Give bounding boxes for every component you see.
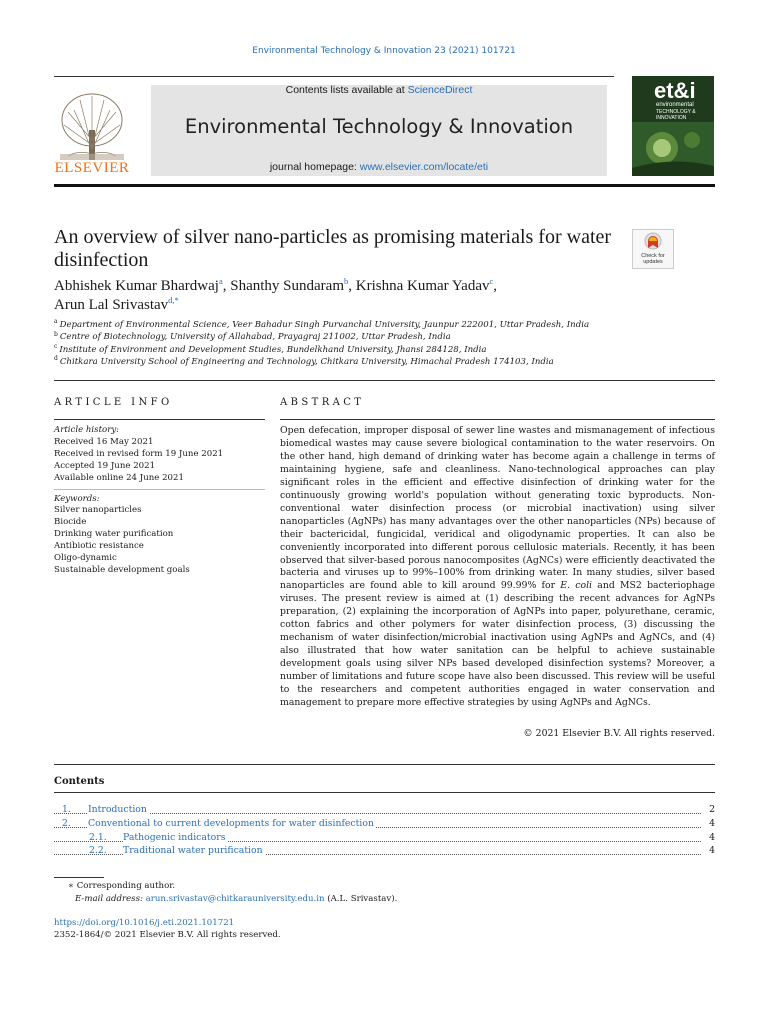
author-affiliation-marker[interactable]: b xyxy=(344,276,349,286)
abstract-part: Open defecation, improper disposal of sewer line wastes and mismanagement of infectious biomedical wastes may cause severe biological contamination to the water reservoirs. On the other hand, high demand of drinking water has become again a challenge in terms of maintaining hygiene, safe and cleanliness. Nano-technological approaches can play significant roles in the efficient and effective disinfection of drinking water for the continuously growing world's population without generating toxic byproducts. Non-conventional water disinfection process (or microbial inactivation) using silver nanoparticles (AgNPs) has many advantages over the other nanoparticles (NPs) because of their bactericidal, fungicidal, veridical and oligodynamic properties. It can also be conveniently incorporated into different porous cellulosic materials. Recently, it has been observed that silver-based porous nanocomposites (AgNCs) were efficiently deactivated the bacteria and viruses up to 99%–100% from drinking water. In many studies, silver based nanoparticles are found able to kill around 99.99% for xyxy=(280,425,715,592)
toc-title[interactable]: Conventional to current developments for water disinfection xyxy=(88,818,374,829)
cover-subtitle-2: TECHNOLOGY & xyxy=(656,109,696,115)
author-name[interactable]: Arun Lal Srivastav xyxy=(54,297,169,313)
article-info-separator xyxy=(54,489,265,490)
abstract-rule xyxy=(280,419,715,420)
journal-cover-thumbnail[interactable] xyxy=(632,76,714,176)
contents-heading: Contents xyxy=(54,776,105,787)
journal-name: Environmental Technology & Innovation xyxy=(184,115,574,138)
toc-number[interactable]: 2. xyxy=(62,818,71,829)
affiliation xyxy=(54,319,714,331)
history-item: Received 16 May 2021 xyxy=(54,436,154,447)
toc-page: 4 xyxy=(706,818,715,829)
cover-artwork xyxy=(632,122,714,176)
abstract-copyright: © 2021 Elsevier B.V. All rights reserved. xyxy=(523,728,715,739)
keyword: Sustainable development goals xyxy=(54,564,190,575)
affiliation xyxy=(54,331,714,343)
corresponding-text: Corresponding author. xyxy=(76,881,176,891)
affiliation-marker: c xyxy=(54,342,58,350)
author-email-link[interactable]: arun.srivastav@chitkarauniversity.edu.in xyxy=(145,894,325,904)
article-info-heading: ARTICLE INFO xyxy=(54,397,173,408)
author-affiliation-marker[interactable]: d,* xyxy=(168,295,179,305)
author-name[interactable]: Krishna Kumar Yadav xyxy=(355,278,490,294)
toc-title[interactable]: Traditional water purification xyxy=(123,845,263,856)
history-label: Article history: xyxy=(54,425,120,435)
affiliation xyxy=(54,344,714,356)
elsevier-wordmark: ELSEVIER xyxy=(54,160,130,176)
affiliation-text: Institute of Environment and Development Studies, Bundelkhand University, Jhansi 284128, India xyxy=(59,344,487,355)
header-thick-rule xyxy=(54,184,715,187)
toc-entry[interactable] xyxy=(54,845,715,859)
journal-homepage-link[interactable]: www.elsevier.com/locate/eti xyxy=(359,161,489,173)
email-line xyxy=(54,893,554,906)
homepage-prefix: journal homepage: xyxy=(269,161,360,173)
top-rule xyxy=(54,76,614,77)
doi-anchor[interactable]: https://doi.org/10.1016/j.eti.2021.101721 xyxy=(54,918,235,928)
affiliation-text: Department of Environmental Science, Veer Bahadur Singh Purvanchal University, Jaunpur 222001, Uttar Pradesh, India xyxy=(59,320,590,330)
journal-homepage-line xyxy=(151,161,607,173)
cover-subtitle-1: environmental xyxy=(656,102,694,108)
history-item: Accepted 19 June 2021 xyxy=(54,460,156,471)
affiliation-marker: d xyxy=(54,355,58,363)
toc-title[interactable]: Pathogenic indicators xyxy=(123,832,226,843)
keywords-label: Keywords: xyxy=(54,493,100,504)
affiliation-marker: b xyxy=(54,330,58,338)
toc-entry[interactable] xyxy=(54,832,715,846)
affiliation-text: Centre of Biotechnology, University of Allahabad, Prayagraj 211002, Uttar Pradesh, India xyxy=(59,332,451,343)
abstract-italic: E. coli xyxy=(560,580,593,592)
affiliations xyxy=(54,319,714,369)
contents-rule xyxy=(54,792,715,793)
keyword: Oligo-dynamic xyxy=(54,553,117,564)
history-item: Available online 24 June 2021 xyxy=(54,472,184,483)
keyword: Silver nanoparticles xyxy=(54,505,142,516)
abstract-heading: ABSTRACT xyxy=(280,397,365,408)
journal-reference[interactable]: Environmental Technology & Innovation 23 (2021) 101721 xyxy=(252,46,516,56)
toc-page: 4 xyxy=(706,832,715,843)
toc-entry[interactable] xyxy=(54,804,715,818)
doi-link[interactable] xyxy=(54,918,234,928)
toc-number[interactable]: 2.1. xyxy=(89,832,107,843)
author-affiliation-marker[interactable]: a xyxy=(218,276,223,286)
contents-available-line xyxy=(151,84,607,96)
toc-page: 4 xyxy=(706,845,715,856)
toc-page: 2 xyxy=(706,804,715,815)
footnote-rule xyxy=(54,877,104,878)
affiliation-text: Chitkara University School of Engineering and Technology, Chitkara University, Himachal Pradesh 174103, India xyxy=(59,357,554,368)
section-rule xyxy=(54,380,715,381)
abstract-text xyxy=(280,425,715,710)
author-list: Abhishek Kumar Bhardwaj$^a$, Shanthy Sundaram$^b$, Krishna Kumar Yadav$^c$, Arun Lal Srivastav$^{d,*}$ xyxy=(54,276,498,313)
email-label: E-mail address: xyxy=(75,894,143,904)
abstract-part: and MS2 bacteriophage viruses. The present review is aimed at (1) describing the recent advances for AgNPs preparation, (2) explaining the incorporation of AgNPs into paper, polyurethane, ceramic, cotton fabrics and other polymers for water disinfection process, (3) discussing the mechanism of water disinfection/microbial inactivation using AgNPs and AgNCs, and (4) also illustrated that how water sanitation can be helpful to achieve sustainable development goals using silver NPs based developed disinfection systems? Moreover, a number of limitations and future scope have also been discussed. This review will be useful to the researchers and competent authorities engaged in water conservation and management to prepare more effective strategies by using AgNPs and AgNCs. xyxy=(280,580,715,709)
corresponding-marker: ∗ xyxy=(68,881,74,891)
contents-prefix: Contents lists available at xyxy=(285,84,408,96)
check-for-updates-button[interactable] xyxy=(632,229,674,269)
article-info-block xyxy=(54,425,269,577)
cover-title: et&i xyxy=(654,78,696,103)
corresponding-author-footnote xyxy=(54,880,554,906)
article-info-rule xyxy=(54,419,265,420)
toc-number[interactable]: 1. xyxy=(62,804,71,815)
check-updates-icon xyxy=(644,232,662,252)
corresponding-line xyxy=(54,880,554,893)
sciencedirect-link[interactable]: ScienceDirect xyxy=(407,84,473,96)
cover-subtitle-3: INNOVATION xyxy=(656,115,687,121)
keyword: Antibiotic resistance xyxy=(54,541,144,552)
section-rule xyxy=(54,764,715,765)
affiliation-marker: a xyxy=(54,318,58,326)
email-suffix: (A.L. Srivastav). xyxy=(324,894,398,904)
author-affiliation-marker[interactable]: c xyxy=(489,276,494,286)
paper-title: An overview of silver nano-particles as promising materials for water disinfection xyxy=(54,226,612,271)
toc-number[interactable]: 2.2. xyxy=(89,845,107,856)
author-name[interactable]: Abhishek Kumar Bhardwaj xyxy=(54,278,219,294)
affiliation xyxy=(54,356,714,368)
history-item: Received in revised form 19 June 2021 xyxy=(54,448,224,459)
check-updates-label: Check for updates xyxy=(641,253,665,265)
toc-entry[interactable] xyxy=(54,818,715,832)
keyword: Drinking water purification xyxy=(54,529,174,540)
elsevier-logo[interactable] xyxy=(54,90,130,176)
author-name[interactable]: Shanthy Sundaram xyxy=(230,278,344,294)
toc-title[interactable]: Introduction xyxy=(88,804,147,815)
keyword: Biocide xyxy=(54,517,87,528)
issn-line: 2352-1864/© 2021 Elsevier B.V. All rights reserved. xyxy=(54,930,281,940)
